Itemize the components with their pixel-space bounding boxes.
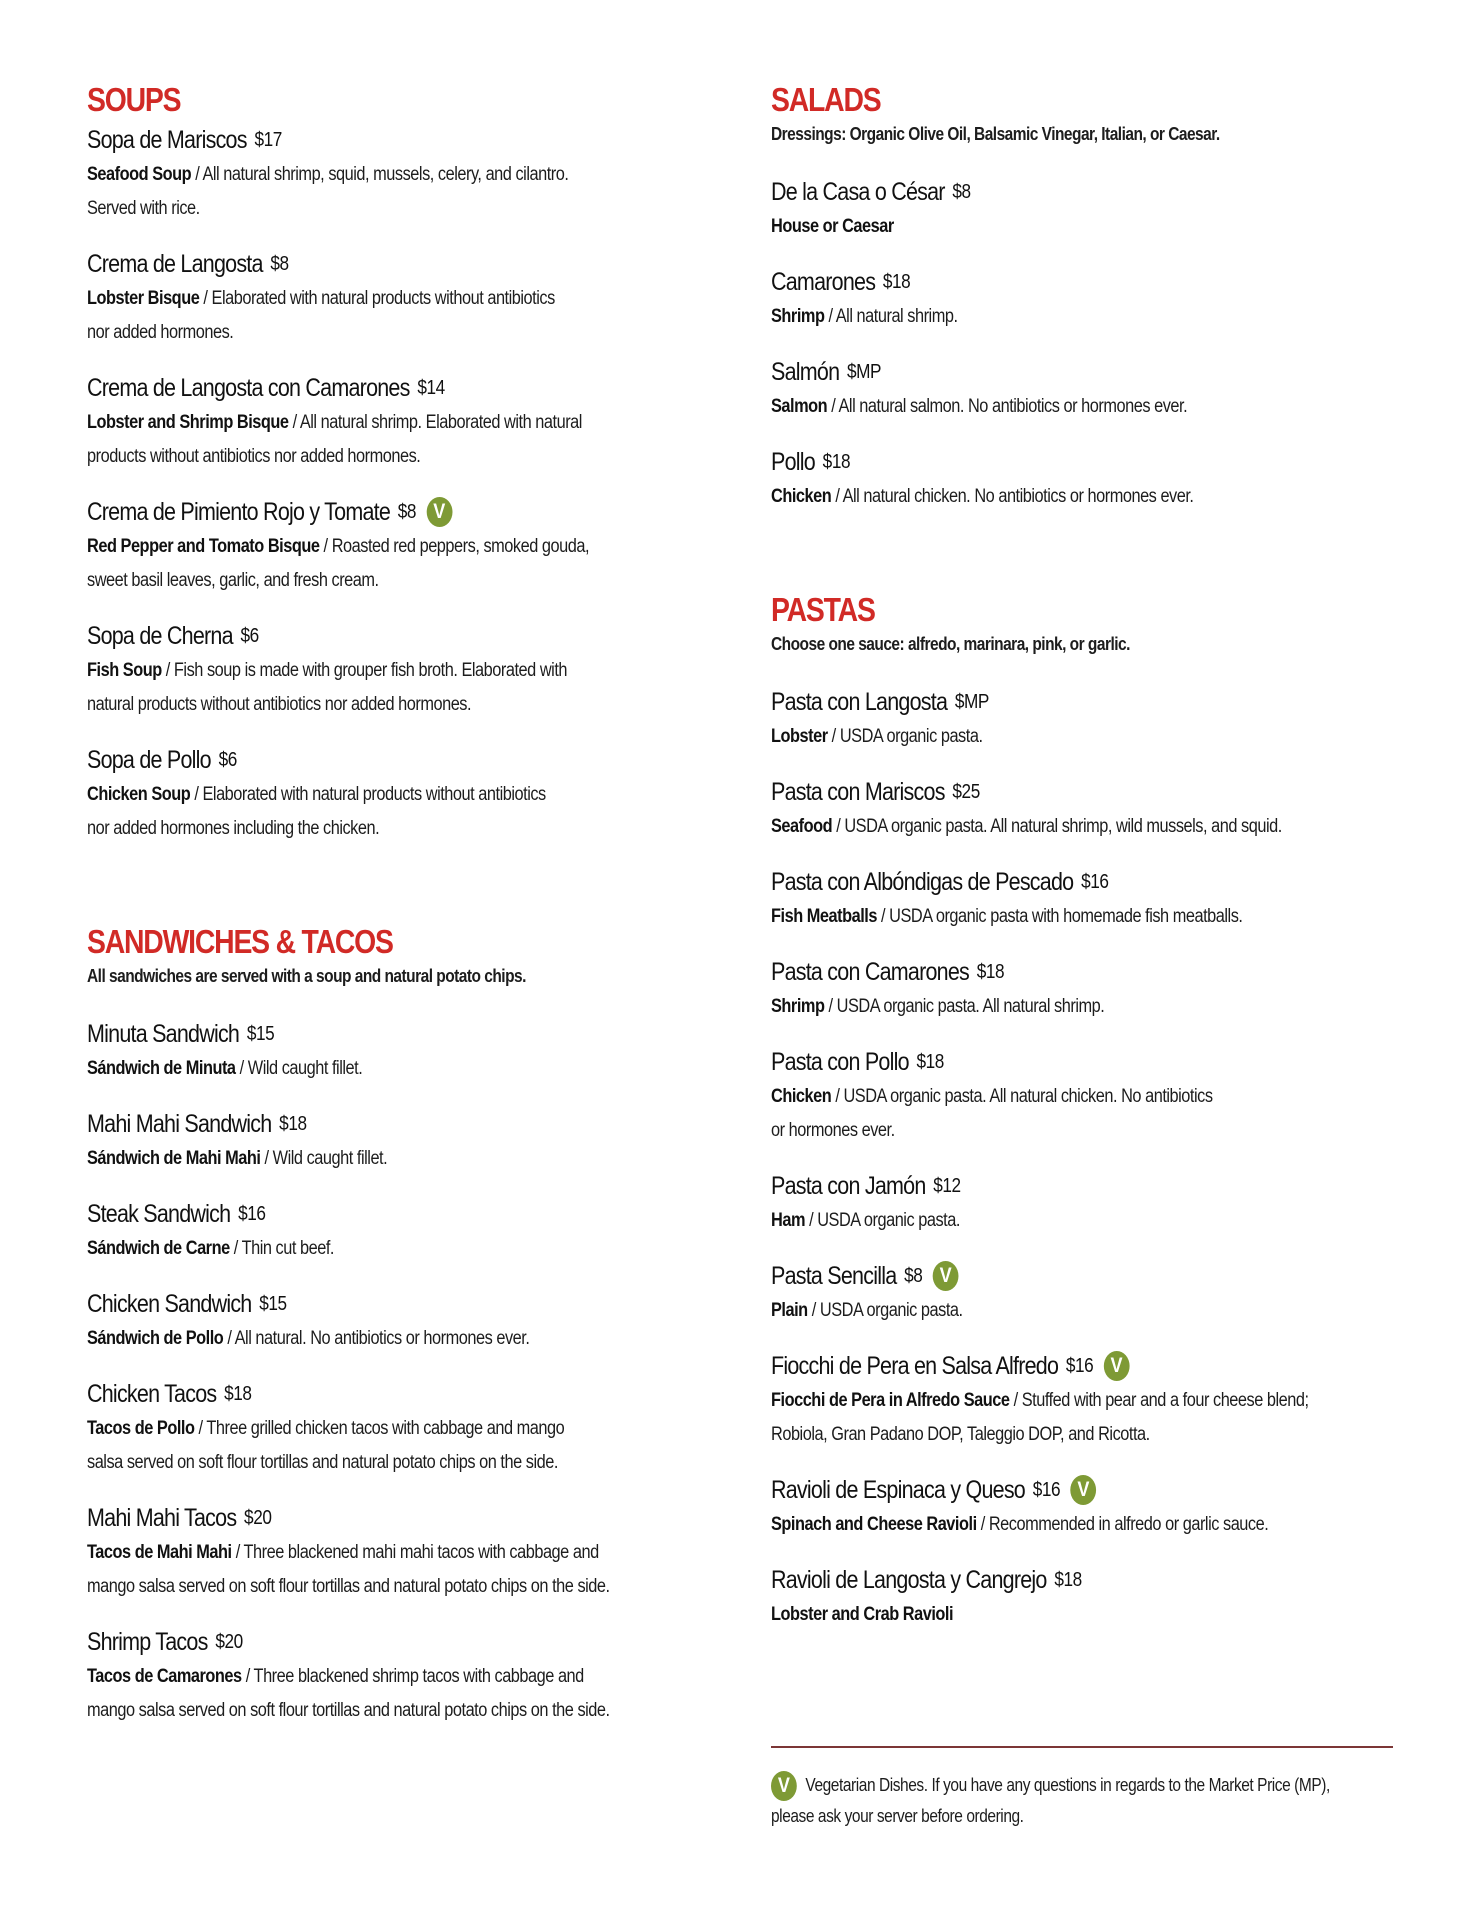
item-description [771, 810, 1330, 844]
menu-item [87, 618, 727, 722]
item-name: Pasta Sencilla [771, 1261, 897, 1290]
item-details: / USDA organic pasta. All natural chicken. No antibiotics or hormones ever. [771, 1086, 1213, 1141]
item-description [771, 1204, 1330, 1238]
item-english-name: Fiocchi de Pera in Alfredo Sauce [771, 1390, 1010, 1411]
vegetarian-icon: V [771, 1771, 797, 1801]
item-description [771, 990, 1330, 1024]
item-name: Minuta Sandwich [87, 1019, 240, 1048]
item-english-name: Sándwich de Mahi Mahi [87, 1148, 261, 1169]
item-price: $16 [1032, 1478, 1061, 1501]
item-details: / USDA organic pasta. All natural shrimp, wild mussels, and squid. [832, 816, 1282, 837]
item-price: $25 [952, 780, 980, 803]
section-title: PASTAS [771, 591, 875, 628]
menu-item [87, 1286, 727, 1356]
menu-item [771, 684, 1411, 754]
item-description [771, 900, 1330, 934]
item-description [771, 480, 1330, 514]
item-price: $15 [259, 1292, 287, 1315]
item-price: $17 [254, 128, 282, 151]
item-details: / Three grilled chicken tacos with cabbage and mango salsa served on soft flour tortillas and natural potato chips on the side. [87, 1418, 565, 1473]
item-english-name: Lobster and Crab Ravioli [771, 1604, 954, 1625]
item-details: / Wild caught fillet. [260, 1148, 388, 1169]
soups-section [87, 78, 727, 846]
item-english-name: Chicken [771, 486, 832, 507]
item-description [87, 1322, 646, 1356]
item-details: / Thin cut beef. [229, 1238, 334, 1259]
item-description [87, 1142, 646, 1176]
section-title: SANDWICHES & TACOS [87, 923, 393, 960]
item-price: $16 [1065, 1354, 1094, 1377]
item-details: / USDA organic pasta. [807, 1300, 963, 1321]
item-name: Pasta con Jamón [771, 1171, 926, 1200]
item-details: / USDA organic pasta with homemade fish meatballs. [876, 906, 1243, 927]
item-english-name: Shrimp [771, 996, 825, 1017]
menu-item [87, 122, 727, 226]
item-details: / All natural shrimp, squid, mussels, celery, and cilantro. Served with rice. [87, 164, 569, 219]
menu-item [87, 1624, 727, 1728]
item-name: Pasta con Camarones [771, 957, 970, 986]
item-english-name: House or Caesar [771, 216, 894, 237]
item-description [87, 282, 646, 350]
item-name: De la Casa o César [771, 177, 945, 206]
item-details: / Three blackened mahi mahi tacos with cabbage and mango salsa served on soft flour tortillas and natural potato chips on the side. [87, 1542, 610, 1597]
menu-item [87, 246, 727, 350]
item-english-name: Spinach and Cheese Ravioli [771, 1514, 977, 1535]
item-details: / All natural salmon. No antibiotics or hormones ever. [827, 396, 1188, 417]
item-english-name: Lobster [771, 726, 828, 747]
item-english-name: Tacos de Pollo [87, 1418, 195, 1439]
item-name: Ravioli de Espinaca y Queso [771, 1475, 1025, 1504]
item-name: Chicken Tacos [87, 1379, 217, 1408]
footnote-text: Vegetarian Dishes. If you have any questions in regards to the Market Price (MP), please ask your server before ordering. [771, 1775, 1330, 1827]
item-price: $16 [238, 1202, 266, 1225]
item-description [771, 1598, 1330, 1632]
item-english-name: Red Pepper and Tomato Bisque [87, 536, 320, 557]
item-english-name: Chicken Soup [87, 784, 191, 805]
item-price: $6 [240, 624, 259, 647]
menu-item [87, 370, 727, 474]
menu-item [771, 1348, 1411, 1452]
item-english-name: Ham [771, 1210, 806, 1231]
item-details: / Stuffed with pear and a four cheese blend; Robiola, Gran Padano DOP, Taleggio DOP, and Ricotta. [771, 1390, 1309, 1445]
item-english-name: Sándwich de Pollo [87, 1328, 224, 1349]
item-name: Pasta con Langosta [771, 687, 948, 716]
section-note: All sandwiches are served with a soup and natural potato chips. [87, 966, 526, 986]
item-description [87, 406, 646, 474]
vegetarian-icon: V [1104, 1351, 1130, 1381]
item-price: $16 [1081, 870, 1109, 893]
item-name: Crema de Pimiento Rojo y Tomate [87, 497, 391, 526]
item-price: $MP [954, 690, 989, 713]
menu-item [771, 1044, 1411, 1148]
item-description [87, 778, 646, 846]
item-price: $8 [904, 1264, 923, 1287]
item-name: Salmón [771, 357, 840, 386]
vegetarian-icon: V [1070, 1475, 1096, 1505]
item-price: $15 [246, 1022, 275, 1045]
item-description [771, 1294, 1330, 1328]
vegetarian-icon: V [426, 497, 452, 527]
menu-item [771, 864, 1411, 934]
item-description [771, 210, 1330, 244]
item-details: / All natural. No antibiotics or hormones ever. [223, 1328, 530, 1349]
item-name: Crema de Langosta [87, 249, 263, 278]
item-name: Fiocchi de Pera en Salsa Alfredo [771, 1351, 1059, 1380]
menu-item [87, 1500, 727, 1604]
item-price: $18 [976, 960, 1005, 983]
left-column [87, 78, 727, 1728]
item-english-name: Tacos de Camarones [87, 1666, 242, 1687]
menu-item [87, 1106, 727, 1176]
item-price: $18 [279, 1112, 307, 1135]
item-name: Ravioli de Langosta y Cangrejo [771, 1565, 1047, 1594]
right-column [771, 78, 1411, 1632]
item-price: $8 [397, 500, 417, 523]
item-english-name: Fish Meatballs [771, 906, 877, 927]
menu-item [771, 1562, 1411, 1632]
item-english-name: Chicken [771, 1086, 832, 1107]
menu-item [87, 494, 727, 598]
item-details: / Wild caught fillet. [235, 1058, 363, 1079]
sandwiches-tacos-section [87, 920, 727, 1728]
item-english-name: Shrimp [771, 306, 825, 327]
item-price: $14 [417, 376, 445, 399]
item-details: / Roasted red peppers, smoked gouda, sweet basil leaves, garlic, and fresh cream. [87, 536, 590, 591]
item-name: Pasta con Pollo [771, 1047, 909, 1076]
menu-item [771, 774, 1411, 844]
menu-item [87, 1196, 727, 1266]
menu-item [771, 954, 1411, 1024]
menu-item [771, 174, 1411, 244]
menu-item [771, 1258, 1411, 1328]
section-note: Choose one sauce: alfredo, marinara, pink, or garlic. [771, 634, 1130, 654]
section-note: Dressings: Organic Olive Oil, Balsamic Vinegar, Italian, or Caesar. [771, 124, 1220, 144]
footnote [771, 1770, 1411, 1831]
item-name: Shrimp Tacos [87, 1627, 208, 1656]
item-details: / Elaborated with natural products without antibiotics nor added hormones. [87, 288, 555, 343]
item-description [87, 1412, 646, 1480]
item-details: / USDA organic pasta. All natural shrimp. [824, 996, 1105, 1017]
item-description [771, 390, 1330, 424]
item-details: / Recommended in alfredo or garlic sauce. [976, 1514, 1269, 1535]
item-details: / All natural shrimp. Elaborated with natural products without antibiotics nor added hormones. [87, 412, 582, 467]
item-name: Mahi Mahi Sandwich [87, 1109, 272, 1138]
item-price: $MP [847, 360, 882, 383]
item-description [87, 1660, 646, 1728]
item-price: $18 [916, 1050, 944, 1073]
item-name: Chicken Sandwich [87, 1289, 252, 1318]
item-name: Steak Sandwich [87, 1199, 231, 1228]
item-english-name: Sándwich de Minuta [87, 1058, 236, 1079]
item-price: $8 [270, 252, 289, 275]
item-details: / All natural chicken. No antibiotics or hormones ever. [831, 486, 1194, 507]
salads-section [771, 78, 1411, 514]
item-english-name: Fish Soup [87, 660, 162, 681]
item-details: / Elaborated with natural products without antibiotics nor added hormones including the chicken. [87, 784, 546, 839]
item-price: $18 [224, 1382, 252, 1405]
item-name: Sopa de Pollo [87, 745, 211, 774]
item-details: / All natural shrimp. [824, 306, 958, 327]
menu-item [87, 742, 727, 846]
section-title: SOUPS [87, 81, 181, 118]
item-description [87, 1052, 646, 1086]
item-price: $20 [215, 1630, 243, 1653]
item-details: / Three blackened shrimp tacos with cabbage and mango salsa served on soft flour tortillas and natural potato chips on the side. [87, 1666, 610, 1721]
item-description [771, 300, 1330, 334]
item-price: $8 [952, 180, 971, 203]
item-price: $6 [218, 748, 237, 771]
item-name: Crema de Langosta con Camarones [87, 373, 410, 402]
item-name: Sopa de Mariscos [87, 125, 247, 154]
item-price: $18 [822, 450, 851, 473]
item-name: Pasta con Mariscos [771, 777, 945, 806]
item-price: $18 [882, 270, 911, 293]
menu-item [771, 1168, 1411, 1238]
item-name: Mahi Mahi Tacos [87, 1503, 237, 1532]
item-description [771, 1384, 1330, 1452]
menu-item [87, 1016, 727, 1086]
item-name: Pasta con Albóndigas de Pescado [771, 867, 1074, 896]
item-price: $20 [244, 1506, 272, 1529]
menu-item [771, 354, 1411, 424]
item-description [87, 1232, 646, 1266]
item-description [87, 158, 646, 226]
item-english-name: Salmon [771, 396, 828, 417]
section-title: SALADS [771, 81, 881, 118]
item-price: $12 [933, 1174, 961, 1197]
item-english-name: Lobster and Shrimp Bisque [87, 412, 289, 433]
pastas-section [771, 588, 1411, 1632]
item-english-name: Plain [771, 1300, 808, 1321]
menu-item [771, 1472, 1411, 1542]
item-details: / USDA organic pasta. [805, 1210, 960, 1231]
item-description [771, 720, 1330, 754]
footnote-divider [771, 1746, 1393, 1748]
vegetarian-icon: V [933, 1261, 959, 1291]
item-english-name: Tacos de Mahi Mahi [87, 1542, 232, 1563]
item-description [87, 1536, 646, 1604]
item-description [87, 654, 646, 722]
item-description [771, 1508, 1330, 1542]
menu-item [771, 444, 1411, 514]
item-english-name: Sándwich de Carne [87, 1238, 230, 1259]
menu-item [771, 264, 1411, 334]
item-name: Pollo [771, 447, 815, 476]
item-english-name: Seafood [771, 816, 833, 837]
item-name: Sopa de Cherna [87, 621, 233, 650]
item-details: / USDA organic pasta. [827, 726, 983, 747]
item-description [87, 530, 646, 598]
menu-item [87, 1376, 727, 1480]
item-details: / Fish soup is made with grouper fish broth. Elaborated with natural products without antibiotics nor added hormones. [87, 660, 568, 715]
item-english-name: Lobster Bisque [87, 288, 200, 309]
item-description [771, 1080, 1330, 1148]
item-name: Camarones [771, 267, 876, 296]
item-english-name: Seafood Soup [87, 164, 192, 185]
item-price: $18 [1054, 1568, 1082, 1591]
